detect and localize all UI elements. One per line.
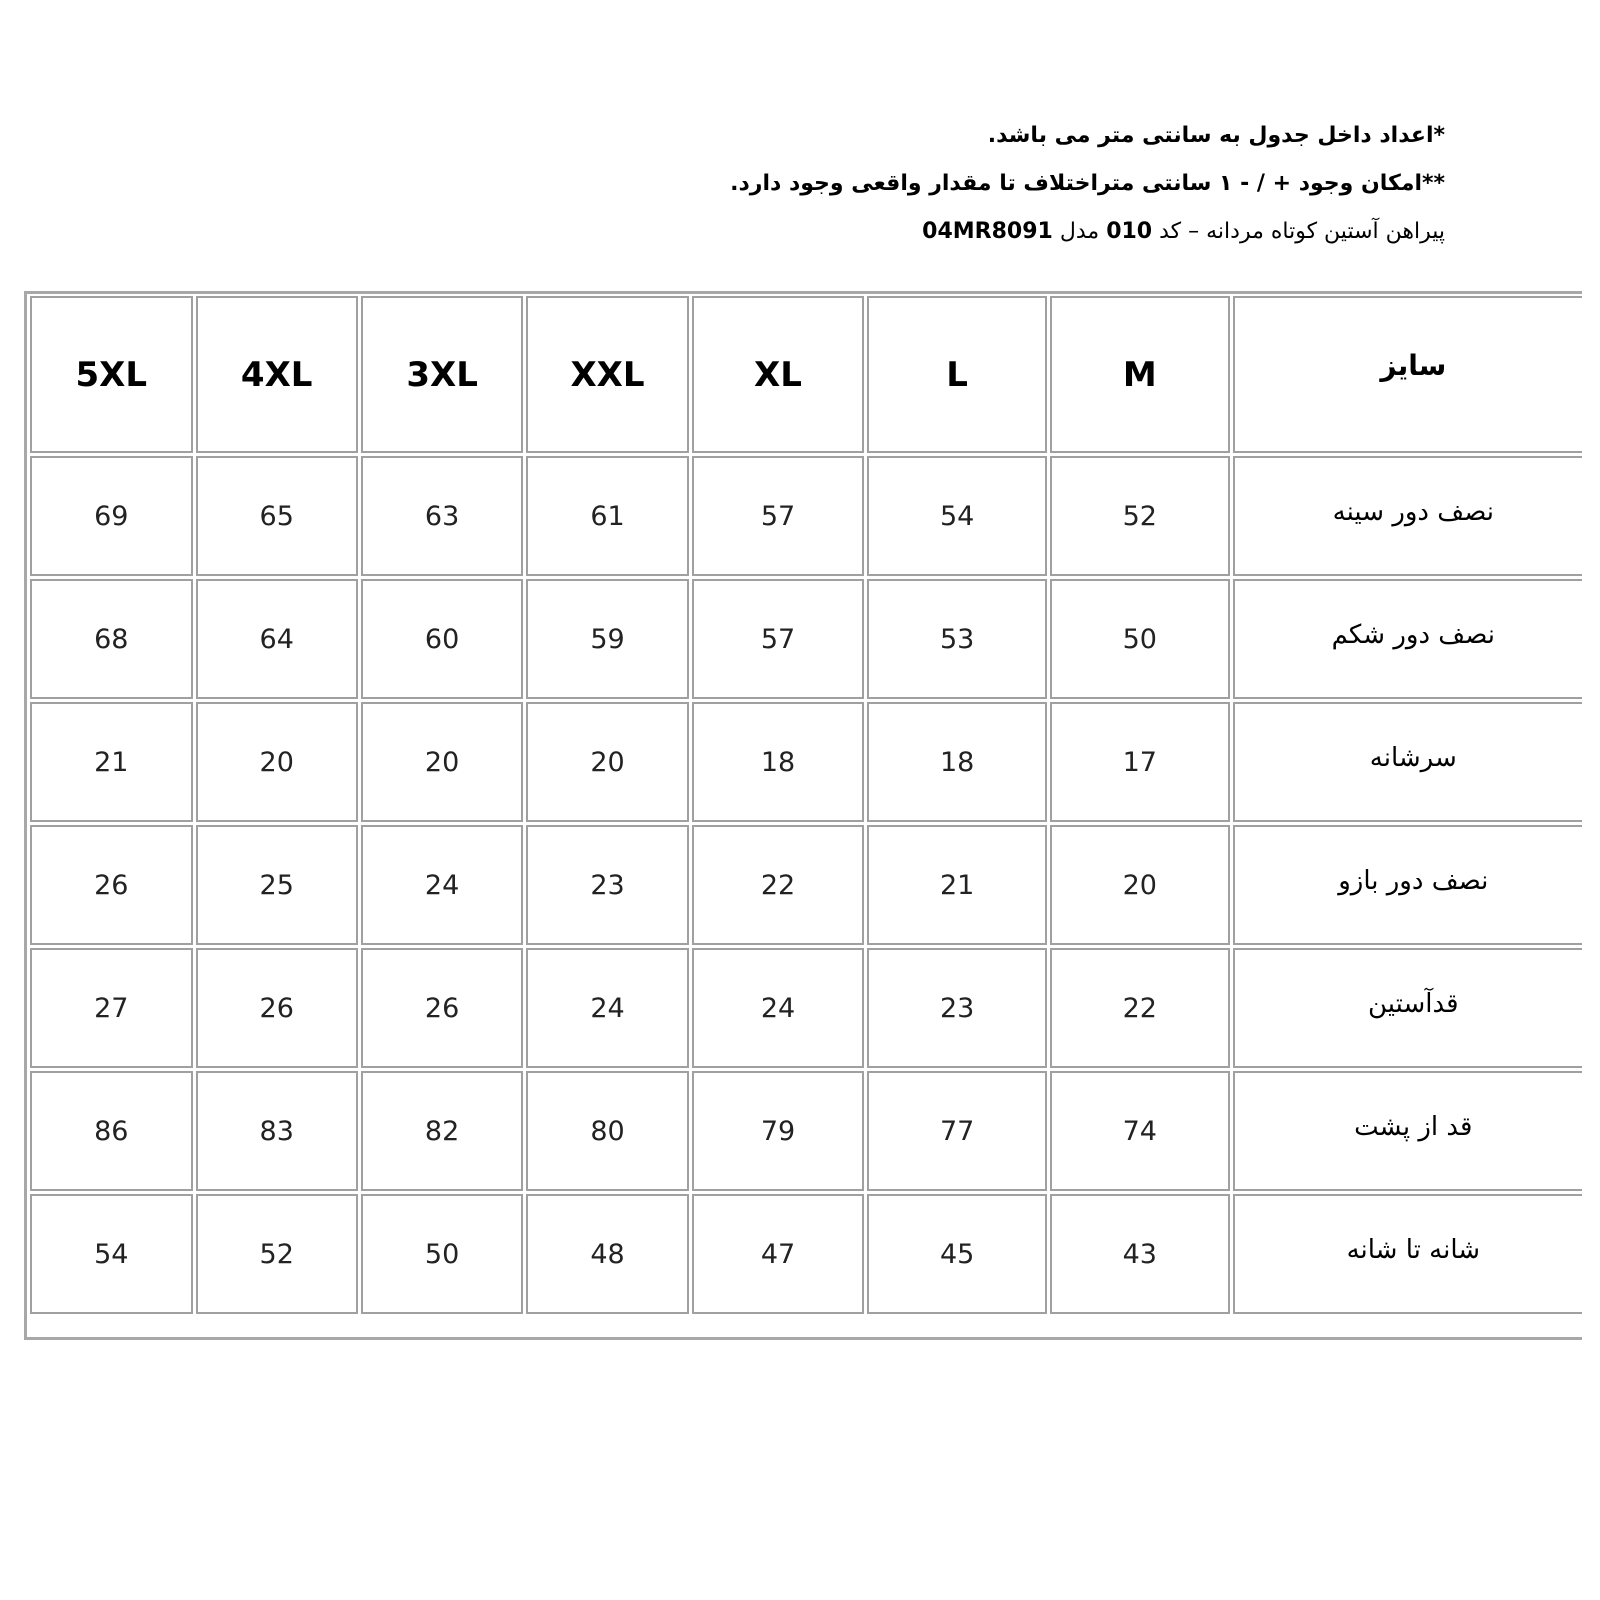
- table-cell: 47: [692, 1194, 865, 1314]
- table-cell: 24: [361, 825, 523, 945]
- table-cell: 20: [1050, 825, 1230, 945]
- table-cell: 60: [361, 579, 523, 699]
- product-model-word: مدل: [1059, 219, 1100, 244]
- table-cell: 64: [196, 579, 358, 699]
- table-cell: 54: [867, 456, 1047, 576]
- size-header: XXL: [526, 296, 688, 453]
- table-cell: 63: [361, 456, 523, 576]
- row-label: قد از پشت: [1233, 1071, 1582, 1191]
- table-cell: 86: [30, 1071, 193, 1191]
- table-cell: 24: [692, 948, 865, 1068]
- table-cell: 57: [692, 456, 865, 576]
- size-header: 5XL: [30, 296, 193, 453]
- table-cell: 52: [196, 1194, 358, 1314]
- header-label: سایز: [1233, 296, 1582, 453]
- table-cell: 17: [1050, 702, 1230, 822]
- table-row: [30, 579, 1582, 699]
- table-cell: 61: [526, 456, 688, 576]
- row-label: سرشانه: [1233, 702, 1582, 822]
- size-table-frame: [24, 291, 1582, 1340]
- table-cell: 25: [196, 825, 358, 945]
- table-cell: 57: [692, 579, 865, 699]
- row-label: نصف دور بازو: [1233, 825, 1582, 945]
- table-row: [30, 825, 1582, 945]
- table-cell: 22: [1050, 948, 1230, 1068]
- table-cell: 45: [867, 1194, 1047, 1314]
- table-header-row: [30, 296, 1582, 453]
- product-title-prefix: پیراهن آستین کوتاه مردانه – کد: [1159, 219, 1445, 244]
- table-cell: 24: [526, 948, 688, 1068]
- table-row: [30, 702, 1582, 822]
- size-header: 3XL: [361, 296, 523, 453]
- table-cell: 22: [692, 825, 865, 945]
- table-cell: 21: [867, 825, 1047, 945]
- table-cell: 80: [526, 1071, 688, 1191]
- table-cell: 83: [196, 1071, 358, 1191]
- table-cell: 26: [361, 948, 523, 1068]
- product-model: 04MR8091: [922, 219, 1053, 244]
- row-label: قدآستین: [1233, 948, 1582, 1068]
- table-cell: 23: [526, 825, 688, 945]
- table-row: [30, 948, 1582, 1068]
- row-label: نصف دور سینه: [1233, 456, 1582, 576]
- table-cell: 77: [867, 1071, 1047, 1191]
- table-row: [30, 1194, 1582, 1314]
- table-row: [30, 456, 1582, 576]
- table-cell: 54: [30, 1194, 193, 1314]
- note-units: *اعداد داخل جدول به سانتی متر می باشد.: [987, 123, 1445, 148]
- size-header: 4XL: [196, 296, 358, 453]
- table-cell: 79: [692, 1071, 865, 1191]
- product-title: [545, 208, 1445, 256]
- table-cell: 18: [692, 702, 865, 822]
- product-code: 010: [1106, 219, 1153, 244]
- table-cell: 69: [30, 456, 193, 576]
- table-cell: 20: [361, 702, 523, 822]
- table-cell: 26: [196, 948, 358, 1068]
- table-cell: 27: [30, 948, 193, 1068]
- table-cell: 59: [526, 579, 688, 699]
- table-cell: 43: [1050, 1194, 1230, 1314]
- table-cell: 53: [867, 579, 1047, 699]
- table-cell: 20: [196, 702, 358, 822]
- row-label: نصف دور شکم: [1233, 579, 1582, 699]
- table-cell: 82: [361, 1071, 523, 1191]
- row-label: شانه تا شانه: [1233, 1194, 1582, 1314]
- table-cell: 74: [1050, 1071, 1230, 1191]
- size-header: L: [867, 296, 1047, 453]
- size-table: [27, 293, 1582, 1317]
- table-cell: 21: [30, 702, 193, 822]
- table-cell: 26: [30, 825, 193, 945]
- table-cell: 68: [30, 579, 193, 699]
- table-cell: 50: [1050, 579, 1230, 699]
- table-cell: 65: [196, 456, 358, 576]
- table-cell: 20: [526, 702, 688, 822]
- table-cell: 48: [526, 1194, 688, 1314]
- size-header: XL: [692, 296, 865, 453]
- size-header: M: [1050, 296, 1230, 453]
- table-cell: 50: [361, 1194, 523, 1314]
- table-cell: 18: [867, 702, 1047, 822]
- table-row: [30, 1071, 1582, 1191]
- note-tolerance: **امکان وجود + / - ۱ سانتی متراختلاف تا مقدار واقعی وجود دارد.: [730, 171, 1445, 196]
- table-cell: 23: [867, 948, 1047, 1068]
- table-cell: 52: [1050, 456, 1230, 576]
- notes-block: [545, 112, 1445, 256]
